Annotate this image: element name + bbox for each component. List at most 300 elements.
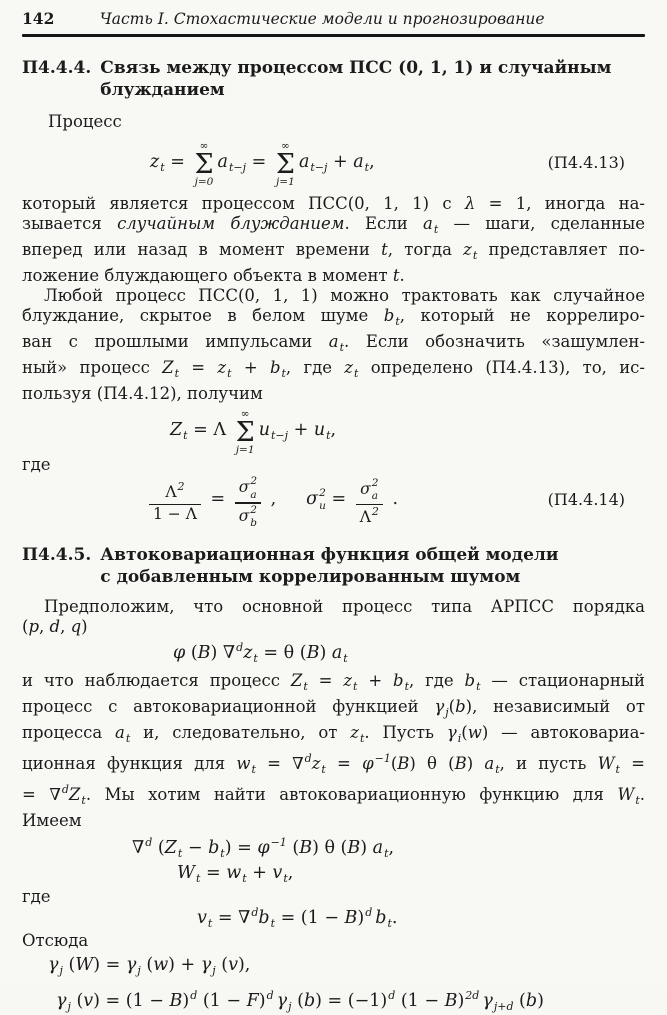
math-run: . Если	[344, 213, 424, 233]
math-run	[356, 478, 382, 502]
math-run: ,	[265, 489, 277, 510]
word-process: Процесс	[48, 111, 122, 131]
math-run: w	[153, 955, 169, 976]
math-run: вперед или назад в момент времени	[22, 239, 382, 259]
math-run: .	[391, 907, 398, 928]
math-run: )	[182, 990, 190, 1011]
math-run: (	[215, 955, 229, 976]
math-run: t	[251, 762, 256, 776]
math-run: −	[182, 837, 209, 858]
math-run: B	[299, 837, 313, 858]
math-run: σ	[238, 506, 250, 525]
math-run: w	[236, 753, 251, 773]
math-run: t	[476, 679, 481, 693]
math-run: . Если обозначить «зашумлен-	[344, 331, 646, 351]
math-run: Z	[170, 420, 183, 441]
math-run: j	[59, 964, 63, 978]
math-run: d	[190, 988, 198, 1002]
math-run: , где	[409, 670, 465, 690]
math-run: t	[495, 762, 500, 776]
math-run: b	[208, 837, 220, 858]
math-run: w	[467, 722, 482, 742]
math-run: 2	[250, 475, 257, 488]
math-run: =	[325, 489, 352, 510]
section-heading-p445	[22, 544, 645, 588]
math-run: t	[220, 846, 225, 860]
math-run: a	[250, 488, 257, 501]
math-run: 2	[319, 486, 326, 499]
math-run: ,	[369, 152, 375, 173]
math-run: процесса	[22, 722, 116, 742]
math-row	[132, 837, 394, 859]
section-title	[100, 544, 558, 588]
math-run: ,	[39, 616, 50, 636]
math-run: = Λ	[187, 420, 232, 441]
math-run: q	[70, 616, 82, 636]
text-line	[22, 697, 645, 723]
math-row	[177, 865, 293, 884]
heading-line: Автоковариационная функция общей модели	[100, 544, 559, 565]
math-run: = 1, иногда на-	[475, 193, 646, 213]
math-run: a	[298, 152, 310, 173]
text-line	[22, 214, 645, 240]
math-run: Предположим, что основной процесс типа АРПСС порядка	[44, 596, 645, 616]
math-run: j=1	[235, 444, 255, 457]
math-run	[149, 481, 201, 524]
math-run: =	[204, 489, 231, 510]
math-run: t	[339, 340, 345, 354]
section-number: П4.4.4.	[22, 57, 92, 78]
math-run: b	[258, 907, 270, 928]
math-row	[173, 642, 348, 664]
math-run: (	[62, 955, 76, 976]
text-line	[22, 597, 645, 617]
math-run: +	[357, 670, 394, 690]
math-run: 2d	[465, 988, 480, 1002]
math-run: t	[303, 679, 308, 693]
text-line	[22, 332, 645, 358]
math-run: = (1 −	[275, 907, 345, 928]
math-run: ) — автоковариа-	[481, 722, 645, 742]
math-run: (	[152, 837, 165, 858]
math-run: a	[423, 213, 433, 233]
math-run: i	[457, 731, 462, 745]
math-run: ,	[60, 616, 71, 636]
math-run: W	[617, 784, 635, 804]
math-run: d	[388, 988, 396, 1002]
math-run: a	[331, 642, 343, 663]
math-run: t−j	[310, 161, 328, 175]
math-run: γ	[200, 955, 212, 976]
math-run	[235, 505, 261, 529]
math-run: Z	[162, 357, 174, 377]
math-run: , где	[285, 357, 345, 377]
math-run: (	[185, 642, 198, 663]
math-run: t	[183, 429, 188, 443]
math-run: z	[343, 670, 353, 690]
math-run: j	[288, 999, 292, 1013]
math-run: t	[326, 429, 331, 443]
math-run: B	[306, 642, 320, 663]
math-run: d	[365, 905, 373, 919]
math-run: t	[321, 762, 326, 776]
math-run: t−j	[228, 161, 247, 175]
math-run: (	[390, 753, 398, 773]
math-run: ∞	[199, 140, 209, 153]
math-run: t	[81, 793, 86, 807]
math-run: = ∇	[22, 784, 61, 804]
math-run: j=0	[194, 176, 214, 189]
equation-z-sum	[22, 407, 645, 455]
math-run: γ	[446, 722, 457, 742]
math-run: t	[381, 239, 388, 259]
math-run	[149, 506, 201, 524]
math-run: Σ	[194, 148, 214, 180]
math-run: d	[251, 905, 259, 919]
math-run	[235, 476, 261, 500]
math-run: =	[325, 753, 363, 773]
math-run: z	[350, 722, 359, 742]
math-run: B	[197, 642, 211, 663]
math-run: представляет по-	[477, 239, 645, 259]
math-run: Z	[68, 784, 81, 804]
equation-p4414	[22, 473, 645, 530]
math-run: t	[196, 872, 201, 886]
math-run: +	[231, 357, 270, 377]
math-run: t	[207, 916, 213, 930]
math-run: a	[371, 490, 378, 503]
math-run: w	[226, 863, 242, 884]
math-run: t	[384, 846, 389, 860]
math-run: ,	[287, 863, 294, 884]
math-run: t	[283, 872, 288, 886]
paragraph-autocovariance	[22, 671, 645, 831]
math-run: Λ	[359, 508, 371, 527]
math-run: t	[177, 846, 183, 860]
math-run: j	[445, 705, 449, 719]
text-line	[22, 780, 645, 811]
math-run: — шаги, сделанные	[438, 213, 646, 233]
math-run: d	[49, 616, 61, 636]
math-run	[360, 478, 378, 502]
math-run: γ	[125, 955, 137, 976]
math-run: b	[393, 670, 404, 690]
math-run: b	[525, 990, 538, 1011]
math-run: t	[392, 265, 400, 285]
math-run: )	[258, 990, 266, 1011]
math-run: γ	[48, 955, 59, 976]
math-run: λ	[464, 193, 476, 213]
math-run	[356, 478, 383, 527]
math-run: B	[344, 907, 358, 928]
math-run: (	[286, 837, 300, 858]
text-line	[22, 671, 645, 697]
math-run: (1 −	[197, 990, 247, 1011]
math-run: σ	[238, 478, 250, 497]
equation-gamma-v	[22, 987, 645, 1015]
math-run: Σ	[235, 416, 255, 448]
math-run: b	[464, 670, 476, 690]
math-run: v	[272, 863, 283, 884]
text-line	[22, 306, 645, 332]
math-run: t	[343, 651, 348, 665]
math-run: и что наблюдается процесс	[22, 670, 291, 690]
math-run: блуждание, скрытое в белом шуме	[22, 305, 384, 325]
math-run: B	[169, 990, 183, 1011]
math-run: )	[466, 753, 485, 773]
math-run	[235, 476, 261, 529]
math-run: (	[70, 990, 84, 1011]
heading-line: с добавленным коррелированным шумом	[100, 566, 521, 587]
math-run	[236, 409, 255, 456]
math-run: t	[635, 793, 640, 807]
math-run: t	[270, 916, 275, 930]
math-run: +	[246, 863, 273, 884]
math-run: z	[150, 152, 160, 173]
math-run: z	[217, 357, 227, 377]
math-run: процесс с автоковариационной функцией	[22, 696, 435, 716]
math-run: σ	[306, 489, 319, 510]
math-run	[372, 478, 379, 502]
equation-number: (П4.4.14)	[547, 489, 625, 509]
math-row	[48, 957, 250, 976]
word-gde-1: где	[22, 454, 51, 474]
equation-w-sum	[22, 863, 645, 887]
math-run: t	[354, 366, 359, 380]
math-run: .	[399, 265, 405, 285]
math-run: d	[266, 988, 274, 1002]
math-run: =	[164, 152, 191, 173]
math-run: t	[353, 679, 358, 693]
math-run: W	[75, 955, 94, 976]
math-run: (	[461, 722, 468, 742]
math-run: 1 − Λ	[153, 505, 197, 524]
math-run: )	[360, 837, 373, 858]
math-row	[197, 907, 398, 929]
math-run: γ	[434, 696, 445, 716]
math-run: d	[304, 751, 312, 765]
math-run: .	[639, 784, 646, 804]
math-run: (	[513, 990, 526, 1011]
math-run: =	[200, 863, 227, 884]
math-run: Λ	[165, 483, 177, 502]
math-row	[150, 139, 375, 189]
math-run: (	[22, 616, 29, 636]
math-run: γ	[276, 990, 288, 1011]
math-run: 2	[371, 505, 379, 519]
equation-number: (П4.4.13)	[547, 152, 625, 172]
math-run: , который не коррелиро-	[399, 305, 645, 325]
math-run: j	[212, 964, 216, 978]
math-run: φ	[362, 753, 374, 773]
math-run: ) θ (	[409, 753, 455, 773]
math-run: ) θ (	[312, 837, 348, 858]
math-run: ван с прошлыми импульсами	[22, 331, 329, 351]
math-run: B	[454, 753, 467, 773]
text-line	[22, 749, 645, 780]
math-run: a	[484, 753, 495, 773]
math-run: =	[179, 357, 218, 377]
math-run: Имеем	[22, 810, 82, 830]
math-run: =	[307, 670, 344, 690]
equation-nabla-z	[22, 834, 645, 862]
math-run: t	[227, 366, 232, 380]
math-run: a	[217, 152, 228, 173]
math-run: +	[327, 152, 354, 173]
math-run: Z	[290, 670, 303, 690]
math-run: )	[457, 990, 465, 1011]
page-number: 142	[22, 9, 55, 28]
paragraph-noisy-process	[22, 286, 645, 404]
math-run: t	[387, 916, 392, 930]
math-run: F	[246, 990, 259, 1011]
math-run: W	[597, 753, 615, 773]
math-run: b	[383, 305, 395, 325]
math-run: −1	[374, 751, 391, 765]
math-run: который является процессом ПСС(0, 1, 1) с	[22, 193, 465, 213]
text-line	[22, 384, 645, 404]
math-run	[276, 141, 295, 188]
math-run: b	[455, 696, 466, 716]
math-run: . Мы хотим найти автоковариационную функцию для	[85, 784, 618, 804]
math-run: z	[463, 239, 472, 259]
math-run: )	[319, 642, 332, 663]
math-run: = ∇	[255, 753, 304, 773]
math-run: =	[619, 753, 645, 773]
text-line	[22, 286, 645, 306]
math-run: t	[404, 679, 409, 693]
math-run: )	[81, 616, 88, 636]
math-row	[56, 990, 544, 1012]
math-run	[306, 488, 326, 512]
math-run: ∞	[281, 140, 290, 153]
math-run: t	[125, 731, 131, 745]
math-run: j+d	[493, 999, 514, 1013]
math-run: ционная функция для	[22, 753, 237, 773]
heading-line: Связь между процессом ПСС (0, 1, 1) и случайным	[100, 57, 612, 78]
text-line	[22, 194, 645, 214]
math-run: t	[242, 872, 247, 886]
math-run: определено (П4.4.13), то, ис-	[358, 357, 646, 377]
math-run: ложение блуждающего объекта в момент	[22, 265, 393, 285]
math-run: t−j	[270, 429, 289, 443]
math-run	[235, 502, 261, 504]
running-header	[22, 0, 645, 29]
math-run: — стационарный	[480, 670, 645, 690]
text-line	[22, 240, 645, 266]
math-run: = ∇	[212, 907, 251, 928]
math-run: d	[145, 835, 153, 849]
math-run: зывается	[22, 213, 118, 233]
math-run: −1	[270, 835, 287, 849]
math-run: u	[313, 420, 326, 441]
math-run: ∞	[240, 408, 250, 421]
math-run: t	[433, 222, 439, 236]
math-run: ,	[330, 420, 337, 441]
math-run: t	[174, 366, 180, 380]
math-run: b	[250, 517, 258, 530]
math-run: )	[537, 990, 544, 1011]
math-run: z	[344, 357, 353, 377]
math-run: (	[448, 696, 456, 716]
math-run: v	[197, 907, 207, 928]
math-run: и, следовательно, от	[130, 722, 351, 742]
math-run: σ	[360, 480, 371, 499]
equation-v-def	[22, 905, 645, 931]
math-run: z	[243, 642, 253, 663]
math-run: a	[372, 837, 384, 858]
math-run	[194, 141, 213, 188]
text-line	[22, 266, 645, 286]
section-number: П4.4.5.	[22, 544, 92, 565]
word-gde-2: где	[22, 886, 51, 906]
math-run: t	[281, 366, 286, 380]
text-line	[22, 723, 645, 749]
math-run: 2	[250, 503, 257, 516]
word-otsuda: Отсюда	[22, 930, 89, 950]
math-run: +	[288, 420, 314, 441]
equation-arima	[22, 640, 645, 666]
math-run: t	[160, 161, 165, 175]
math-run	[356, 506, 383, 527]
math-run: ) =	[93, 955, 126, 976]
math-run: W	[177, 863, 195, 884]
math-run	[250, 505, 257, 529]
math-run: ный» процесс	[22, 357, 163, 377]
math-run: )	[357, 907, 365, 928]
math-run: ),	[237, 955, 251, 976]
text-line	[22, 617, 645, 637]
running-title: Часть I. Стохастические модели и прогнозирование	[99, 10, 545, 28]
paragraph-random-walk	[22, 194, 645, 286]
math-run: пользуя (П4.4.12), получим	[22, 383, 263, 403]
math-run: ) ∇	[210, 642, 236, 663]
math-run: 2	[371, 476, 379, 489]
math-run: (	[140, 955, 154, 976]
math-run: a	[115, 722, 125, 742]
math-run	[250, 476, 257, 500]
math-run: t	[253, 651, 258, 665]
math-run: , тогда	[387, 239, 464, 259]
math-run	[319, 488, 326, 512]
math-run: γ	[482, 990, 493, 1011]
math-run: , и пусть	[499, 753, 598, 773]
header-rule	[22, 34, 645, 37]
math-run: γ	[56, 990, 67, 1011]
math-run: b	[303, 990, 316, 1011]
math-run: = θ (	[257, 642, 307, 663]
math-run: (1 −	[395, 990, 445, 1011]
math-run: p	[28, 616, 39, 636]
equation-p4413	[22, 137, 645, 189]
math-run: ,	[388, 837, 395, 858]
math-run: z	[311, 753, 321, 773]
math-run: d	[61, 782, 69, 796]
math-run: v	[228, 955, 238, 976]
math-run: j	[67, 999, 71, 1013]
math-run: b	[375, 907, 387, 928]
heading-line: блужданием	[100, 79, 225, 100]
section-heading-p444	[22, 57, 645, 101]
text-line	[22, 811, 645, 831]
math-run: v	[83, 990, 94, 1011]
math-run: t	[395, 314, 400, 328]
math-run: t	[364, 161, 370, 175]
math-run: d	[236, 640, 244, 654]
math-run: a	[328, 331, 339, 351]
math-run: ∇	[132, 837, 145, 858]
math-row	[145, 473, 399, 530]
